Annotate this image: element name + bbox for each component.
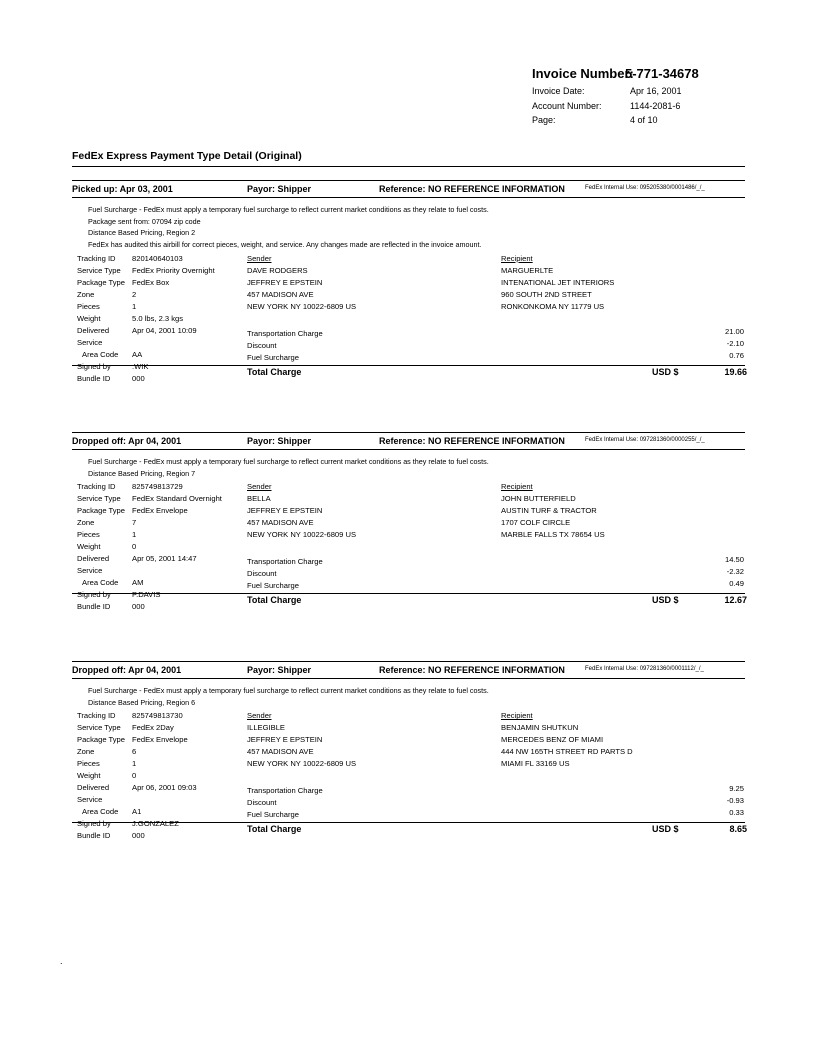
shipment-internal-use: FedEx Internal Use: 095205380/0001486/_/_ [585, 185, 705, 191]
transportation-charge-value: 14.50 [724, 555, 744, 565]
delivered-value: Apr 04, 2001 10:09 [132, 325, 197, 335]
sender-line: 457 MADISON AVE [247, 747, 314, 757]
discount-label: Discount [247, 340, 277, 350]
recipient-block [501, 482, 605, 542]
page-number: 4 of 10 [630, 115, 658, 126]
zone-value: 6 [132, 747, 137, 757]
account-number: 1144-2081-6 [630, 100, 681, 111]
shipment-block [0, 665, 816, 885]
shipment-event: Picked up: Apr 03, 2001 [72, 184, 173, 194]
zone-label: Zone [77, 518, 95, 528]
bundle-id-label: Bundle ID [77, 373, 111, 383]
weight-label: Weight [77, 313, 101, 323]
invoice-number-row [532, 66, 752, 86]
recipient-line: 444 NW 165TH STREET RD PARTS D [501, 747, 633, 757]
shipment-note: Fuel Surcharge - FedEx must apply a temporary fuel surcharge to reflect current market conditions as they relate to fuel costs. [88, 457, 489, 466]
transportation-charge-label: Transportation Charge [247, 557, 323, 567]
transportation-charge-label: Transportation Charge [247, 328, 323, 338]
area-code-value: AM [132, 578, 144, 588]
sender-block [247, 482, 356, 542]
sender-line: JEFFREY E EPSTEIN [247, 735, 323, 745]
currency-label: USD $ [652, 595, 679, 606]
service-label: Service [77, 795, 103, 805]
sender-line: BELLA [247, 494, 271, 504]
discount-value: -2.32 [726, 567, 744, 577]
total-charge-value: 12.67 [724, 595, 747, 606]
area-code-value: A1 [132, 807, 142, 817]
package-type-value: FedEx Envelope [132, 506, 188, 516]
service-type-label: Service Type [77, 723, 121, 733]
shipment-internal-use: FedEx Internal Use: 097281360/0000255/_/_ [585, 437, 705, 443]
zone-label: Zone [77, 747, 95, 757]
total-charge-label: Total Charge [247, 824, 302, 835]
bundle-id-label: Bundle ID [77, 831, 111, 841]
delivered-label: Delivered [77, 554, 110, 564]
invoice-number: 5-771-34678 [625, 66, 699, 81]
sender-heading: Sender [247, 253, 272, 263]
tracking-id-value: 825749813729 [132, 482, 183, 492]
tracking-id-label: Tracking ID [77, 711, 116, 721]
service-label: Service [77, 566, 103, 576]
shipment-note: Package sent from: 07094 zip code [88, 216, 201, 226]
weight-label: Weight [77, 542, 101, 552]
zone-value: 2 [132, 289, 137, 299]
shipment-note: FedEx has audited this airbill for correct pieces, weight, and service. Any changes made are reflected in the invoice amount. [88, 240, 482, 250]
fuel-surcharge-value: 0.33 [729, 808, 744, 818]
shipment-head-rule [72, 678, 745, 679]
service-label: Service [77, 337, 103, 347]
package-type-label: Package Type [77, 277, 125, 287]
pieces-value: 1 [132, 530, 137, 540]
invoice-date-label: Invoice Date: [532, 86, 585, 96]
shipment-payor: Payor: Shipper [247, 436, 312, 446]
signed-by-label: Signed by [77, 819, 111, 829]
shipment-note: Distance Based Pricing, Region 7 [88, 468, 196, 478]
discount-value: -0.93 [726, 796, 744, 806]
shipment-note: Distance Based Pricing, Region 6 [88, 697, 196, 707]
service-type-value: FedEx 2Day [132, 723, 174, 733]
total-charge-value: 19.66 [724, 366, 747, 377]
currency-label: USD $ [652, 366, 679, 377]
delivered-label: Delivered [77, 783, 110, 793]
sender-block [247, 711, 356, 771]
shipment-block [0, 184, 816, 404]
recipient-block [501, 711, 633, 771]
transportation-charge-label: Transportation Charge [247, 786, 323, 796]
shipment-note: Fuel Surcharge - FedEx must apply a temporary fuel surcharge to reflect current market conditions as they relate to fuel costs. [88, 205, 489, 214]
area-code-label: Area Code [82, 349, 119, 359]
fuel-surcharge-label: Fuel Surcharge [247, 352, 299, 362]
package-type-label: Package Type [77, 506, 125, 516]
shipment-internal-use: FedEx Internal Use: 097281360/0001112/_/_ [585, 666, 704, 672]
account-number-row [532, 101, 752, 116]
signed-by-value: .WIK [132, 361, 149, 371]
recipient-heading: Recipient [501, 711, 533, 721]
total-rule [72, 593, 745, 594]
recipient-line: JOHN BUTTERFIELD [501, 494, 576, 504]
sender-line: JEFFREY E EPSTEIN [247, 506, 323, 516]
shipment-reference: Reference: NO REFERENCE INFORMATION [379, 436, 565, 446]
shipment-block [0, 436, 816, 656]
total-charge-label: Total Charge [247, 366, 302, 377]
package-type-value: FedEx Envelope [132, 735, 188, 745]
transportation-charge-value: 21.00 [724, 326, 744, 336]
bundle-id-value: 000 [132, 373, 145, 383]
shipment-top-rule [72, 432, 745, 433]
delivered-label: Delivered [77, 325, 110, 335]
pieces-label: Pieces [77, 530, 100, 540]
service-type-label: Service Type [77, 265, 121, 275]
pieces-value: 1 [132, 759, 137, 769]
transportation-charge-value: 9.25 [729, 784, 744, 794]
recipient-line: INTENATIONAL JET INTERIORS [501, 277, 615, 287]
bundle-id-value: 000 [132, 602, 145, 612]
pieces-label: Pieces [77, 759, 100, 769]
sender-line: NEW YORK NY 10022-6809 US [247, 759, 357, 769]
tracking-id-label: Tracking ID [77, 482, 116, 492]
signed-by-label: Signed by [77, 590, 111, 600]
area-code-value: AA [132, 349, 143, 359]
package-type-label: Package Type [77, 735, 125, 745]
sender-heading: Sender [247, 711, 272, 721]
signed-by-label: Signed by [77, 361, 111, 371]
invoice-date-row [532, 86, 752, 101]
invoice-number-label: Invoice Number: [532, 66, 634, 81]
footer-mark: . [60, 956, 63, 966]
tracking-id-value: 820140640103 [132, 253, 183, 263]
shipment-reference: Reference: NO REFERENCE INFORMATION [379, 665, 565, 675]
service-type-label: Service Type [77, 494, 121, 504]
invoice-header [532, 66, 752, 130]
recipient-line: AUSTIN TURF & TRACTOR [501, 506, 597, 516]
delivered-value: Apr 06, 2001 09:03 [132, 783, 197, 793]
sender-block [247, 254, 356, 314]
fuel-surcharge-value: 0.76 [729, 350, 744, 360]
total-charge-value: 8.65 [729, 824, 747, 835]
shipment-head-rule [72, 449, 745, 450]
shipment-payor: Payor: Shipper [247, 184, 312, 194]
recipient-line: RONKONKOMA NY 11779 US [501, 301, 605, 311]
shipment-reference: Reference: NO REFERENCE INFORMATION [379, 184, 565, 194]
zone-value: 7 [132, 518, 137, 528]
sender-line: NEW YORK NY 10022-6809 US [247, 530, 357, 540]
signed-by-value: P.DAVIS [132, 590, 161, 600]
total-rule [72, 365, 745, 366]
total-charge-label: Total Charge [247, 595, 302, 606]
recipient-heading: Recipient [501, 253, 533, 263]
area-code-label: Area Code [82, 807, 119, 817]
recipient-line: 1707 COLF CIRCLE [501, 518, 571, 528]
weight-value: 5.0 lbs, 2.3 kgs [132, 313, 184, 323]
sender-line: NEW YORK NY 10022-6809 US [247, 301, 357, 311]
shipment-top-rule [72, 661, 745, 662]
sender-heading: Sender [247, 482, 272, 492]
pieces-label: Pieces [77, 301, 100, 311]
fuel-surcharge-label: Fuel Surcharge [247, 581, 299, 591]
tracking-id-label: Tracking ID [77, 253, 116, 263]
bundle-id-label: Bundle ID [77, 602, 111, 612]
fuel-surcharge-value: 0.49 [729, 579, 744, 589]
title-divider [72, 166, 745, 167]
service-type-value: FedEx Standard Overnight [132, 494, 222, 504]
package-type-value: FedEx Box [132, 277, 170, 287]
shipment-note: Distance Based Pricing, Region 2 [88, 228, 196, 238]
page-row [532, 115, 752, 130]
sender-line: 457 MADISON AVE [247, 518, 314, 528]
total-rule [72, 822, 745, 823]
recipient-line: 960 SOUTH 2ND STREET [501, 289, 592, 299]
discount-label: Discount [247, 798, 277, 808]
weight-label: Weight [77, 771, 101, 781]
discount-label: Discount [247, 569, 277, 579]
zone-label: Zone [77, 289, 95, 299]
shipment-event: Dropped off: Apr 04, 2001 [72, 665, 182, 675]
sender-line: DAVE RODGERS [247, 265, 308, 275]
shipment-head-rule [72, 197, 745, 198]
area-code-label: Area Code [82, 578, 119, 588]
page-label: Page: [532, 115, 556, 126]
shipment-note: Fuel Surcharge - FedEx must apply a temporary fuel surcharge to reflect current market conditions as they relate to fuel costs. [88, 686, 489, 695]
sender-line: JEFFREY E EPSTEIN [247, 277, 323, 287]
delivered-value: Apr 05, 2001 14:47 [132, 554, 197, 564]
discount-value: -2.10 [726, 338, 744, 348]
document-title: FedEx Express Payment Type Detail (Original) [72, 150, 302, 162]
bundle-id-value: 000 [132, 831, 145, 841]
signed-by-value: J.GONZALEZ [132, 819, 179, 829]
sender-line: 457 MADISON AVE [247, 289, 314, 299]
recipient-heading: Recipient [501, 482, 533, 492]
fuel-surcharge-label: Fuel Surcharge [247, 810, 299, 820]
tracking-id-value: 825749813730 [132, 711, 183, 721]
account-number-label: Account Number: [532, 100, 602, 111]
recipient-line: MARBLE FALLS TX 78654 US [501, 530, 605, 540]
shipment-event: Dropped off: Apr 04, 2001 [72, 436, 182, 446]
weight-value: 0 [132, 542, 137, 552]
invoice-date: Apr 16, 2001 [630, 86, 682, 96]
shipment-payor: Payor: Shipper [247, 665, 312, 675]
recipient-line: MIAMI FL 33169 US [501, 759, 570, 769]
weight-value: 0 [132, 771, 137, 781]
recipient-block [501, 254, 614, 314]
service-type-value: FedEx Priority Overnight [132, 265, 215, 275]
recipient-line: MERCEDES BENZ OF MIAMI [501, 735, 604, 745]
sender-line: ILLEGIBLE [247, 723, 285, 733]
shipment-top-rule [72, 180, 745, 181]
recipient-line: MARGUERLTE [501, 265, 554, 275]
pieces-value: 1 [132, 301, 137, 311]
recipient-line: BENJAMIN SHUTKUN [501, 723, 579, 733]
currency-label: USD $ [652, 824, 679, 835]
